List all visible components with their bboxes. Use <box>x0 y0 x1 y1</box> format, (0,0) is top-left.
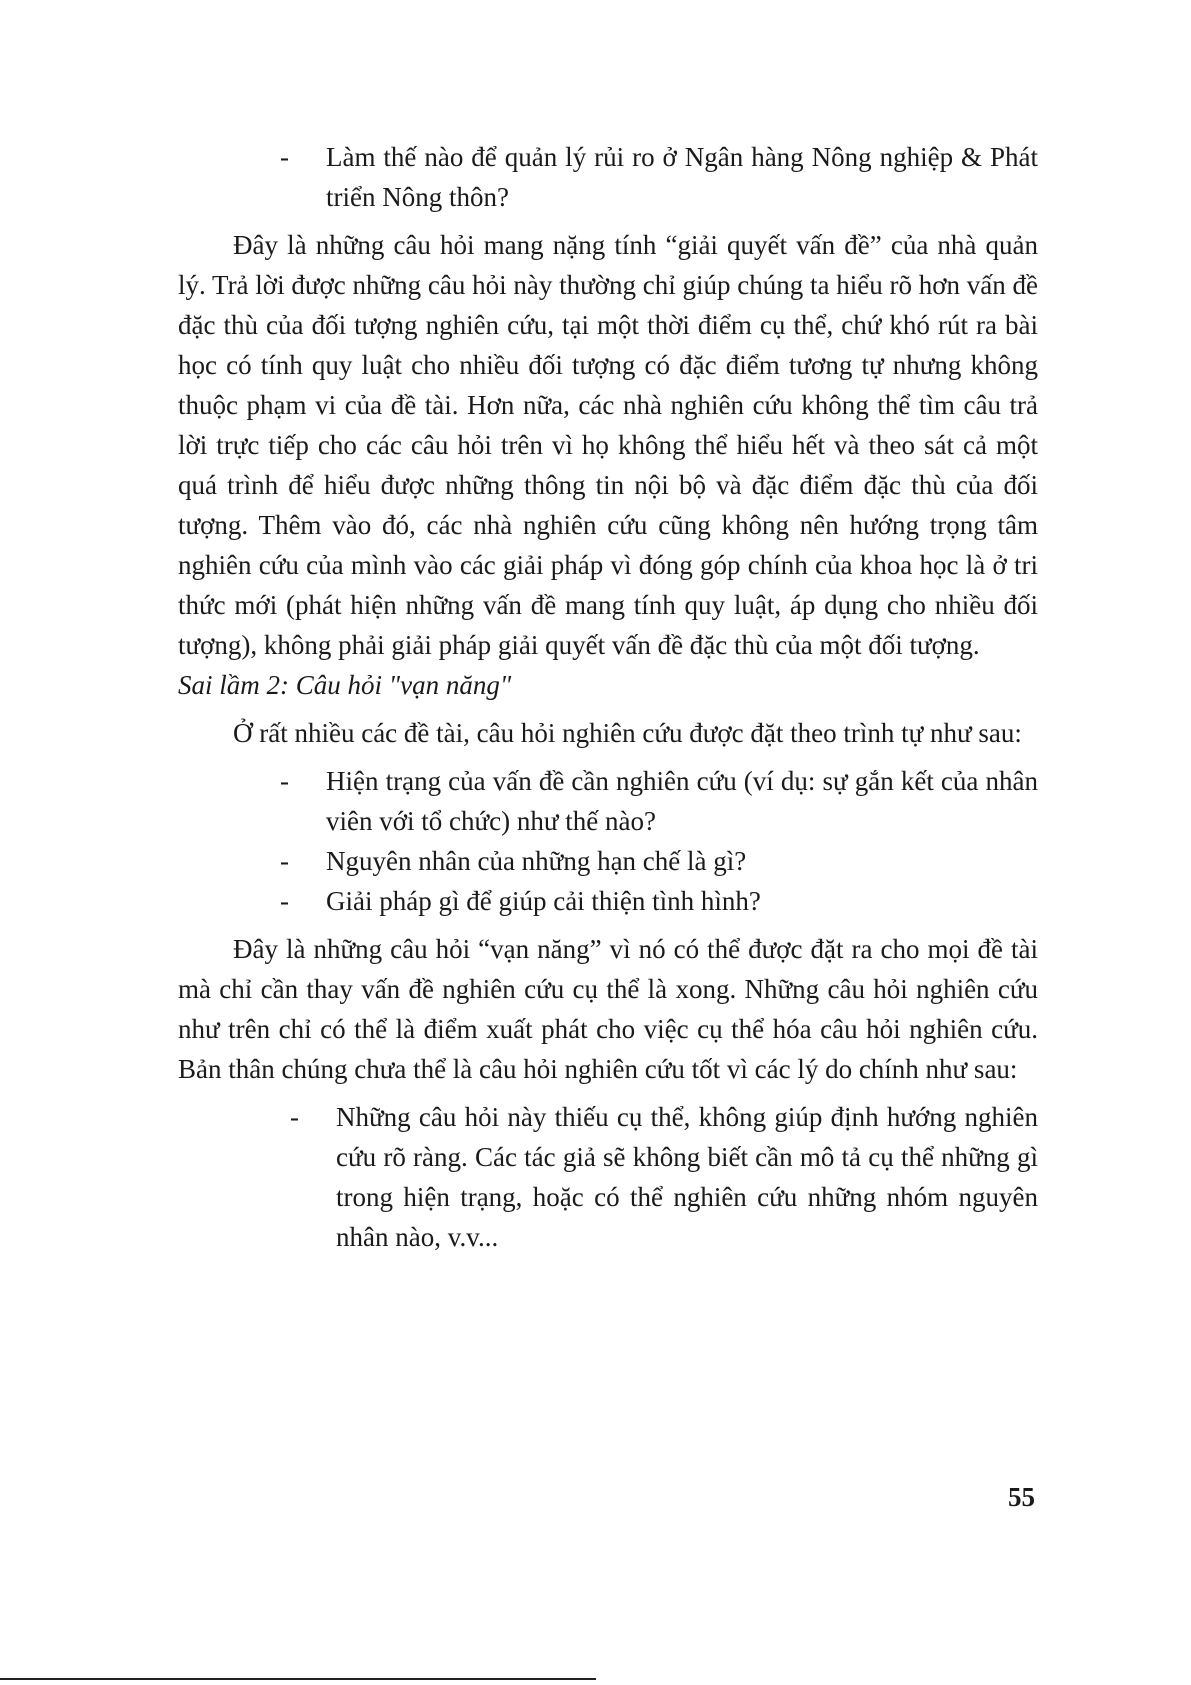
bullet-text: Hiện trạng của vấn đề cần nghiên cứu (ví dụ: sự gắn kết của nhân viên với tổ chức) như thế nào? <box>326 766 1038 836</box>
paragraph: Ở rất nhiều các đề tài, câu hỏi nghiên cứu được đặt theo trình tự như sau: <box>233 718 1022 748</box>
bullet-text: Nguyên nhân của những hạn chế là gì? <box>326 846 747 876</box>
bullet-text: Giải pháp gì để giúp cải thiện tình hình? <box>326 886 761 916</box>
bullet-dash: - <box>280 886 289 916</box>
body-text <box>178 137 1038 1257</box>
paragraph: Đây là những câu hỏi mang nặng tính “giải quyết vấn đề” của nhà quản lý. Trả lời được những câu hỏi này thường chỉ giúp chúng ta hiểu rõ hơn vấn đề đặc thù của đối tượng nghiên cứu, tại một thời điểm cụ thể, chứ khó rút ra bài học có tính quy luật cho nhiều đối tượng có đặc điểm tương tự nhưng không thuộc phạm vi của đề tài. Hơn nữa, các nhà nghiên cứu không thể tìm câu trả lời trực tiếp cho các câu hỏi trên vì họ không thể hiểu hết và theo sát cả một quá trình để hiểu được những thông tin nội bộ và đặc điểm đặc thù của đối tượng. Thêm vào đó, các nhà nghiên cứu cũng không nên hướng trọng tâm nghiên cứu của mình vào các giải pháp vì đóng góp chính của khoa học là ở tri thức mới (phát hiện những vấn đề mang tính quy luật, áp dụng cho nhiều đối tượng), không phải giải pháp giải quyết vấn đề đặc thù của một đối tượng. <box>178 230 1038 660</box>
bullet-dash: - <box>280 142 289 172</box>
bullet-dash: - <box>280 846 289 876</box>
bullet-text: Những câu hỏi này thiếu cụ thể, không giúp định hướng nghiên cứu rõ ràng. Các tác giả sẽ không biết cần mô tả cụ thể những gì trong hiện trạng, hoặc có thể nghiên cứu những nhóm nguyên nhân nào, v.v... <box>336 1102 1038 1252</box>
list-item <box>178 841 1038 881</box>
list-item <box>178 761 1038 841</box>
bullet-text: Làm thế nào để quản lý rủi ro ở Ngân hàng Nông nghiệp & Phát triển Nông thôn? <box>326 142 1038 212</box>
bullet-dash: - <box>290 1102 299 1132</box>
list-item <box>178 881 1038 921</box>
section-heading: Sai lầm 2: Câu hỏi "vạn năng" <box>178 670 512 700</box>
list-item <box>178 137 1038 217</box>
paragraph: Đây là những câu hỏi “vạn năng” vì nó có thể được đặt ra cho mọi đề tài mà chỉ cần thay vấn đề nghiên cứu cụ thể là xong. Những câu hỏi nghiên cứu như trên chỉ có thể là điểm xuất phát cho việc cụ thể hóa câu hỏi nghiên cứu. Bản thân chúng chưa thể là câu hỏi nghiên cứu tốt vì các lý do chính như sau: <box>178 934 1038 1084</box>
bottom-rule <box>0 1678 596 1680</box>
bullet-dash: - <box>280 766 289 796</box>
list-item <box>178 1097 1038 1257</box>
page-number: 55 <box>1008 1482 1035 1512</box>
